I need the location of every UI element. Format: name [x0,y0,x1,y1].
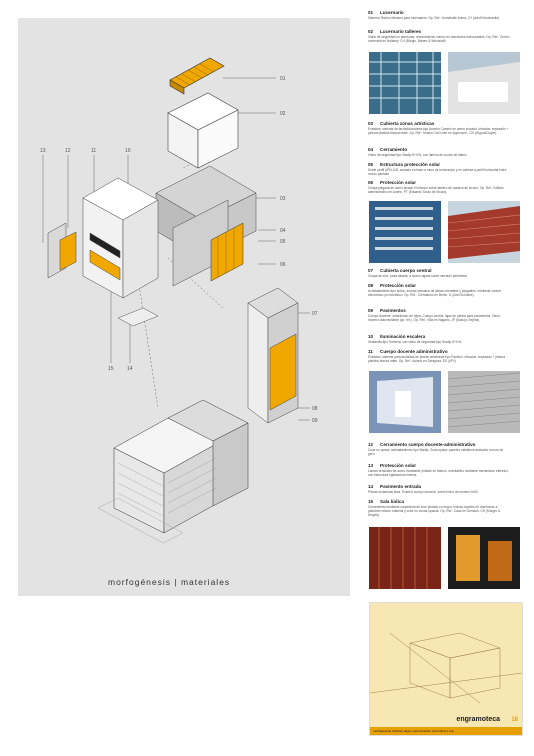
item-title: Iluminación escalera [380,334,426,339]
photo-leisure-room [369,527,441,589]
label-15: 15 [108,366,114,372]
item-description: Doble perfil UPN-100, anclado en base a muro de mineración y en cabeza a perfil horizontal entre muros pantalla [368,168,507,176]
item-title: Lucernario [380,10,404,15]
cover-sketch [370,603,522,713]
label-11: 11 [91,148,97,154]
photo-entrance-night [448,527,520,589]
cover-footer-bar [370,727,522,735]
item-title: Cuerpo docente administrativo [380,349,448,354]
item-number: 03 [368,121,374,126]
photo-ceramic-facade [448,371,520,433]
magazine-brand: engramoteca [456,716,500,723]
item-description: Chapa plegada de acero lacado en blanco sobre tablero de madera de iscone. Op. Ref.: Edificio administrativo en Auenn, PT (Eduardo Souto de Moura) [368,186,504,194]
item-number: 11 [368,349,373,354]
label-08: 08 [312,406,318,412]
label-14: 14 [127,366,133,372]
item-description: Chapa de zinc, junta alzada, a cuarro aguas sobre cerratón perimetral. [368,274,468,278]
item-description: Zona no opaca: acristalamiento tipo Stadip. Zona opaca: paneles metálicos anclados a muro de gero. [368,448,504,456]
item-title: Cerramiento [380,147,408,152]
label-09: 09 [312,418,318,424]
teaching-body-element [48,178,158,298]
assembled-building [98,400,248,543]
item-title: Pavimentos [380,308,406,313]
item-number: 10 [368,334,374,339]
item-number: 14 [368,484,374,489]
label-02: 02 [280,111,286,117]
item-description: Cerramiento mediante carpintería de tove pintado en negro, incluso tapetes en machones a planches mismo material y color en zonas opacas. Op. Ref.: Casa en Gemach, CH (Morger & Degelo) [368,505,501,517]
label-12: 12 [65,148,71,154]
photo-skylight [369,52,441,114]
item-description: Cuerpo docente, entarimado de haya. Cuerpo central, lajas de piedra para pavimentos. Otros: mortero autonivelante (op. ref.). Op. Ref.: Villa en Nagano, JP (Kazuyo Sejima) [368,314,501,322]
central-body-element [248,288,298,423]
item-number: 01 [368,10,374,15]
item-number: 08 [368,283,374,288]
label-04: 04 [280,228,286,234]
label-10: 10 [125,148,131,154]
item-number: 02 [368,29,374,34]
item-description: Sistema Techno Mesano para lucernarios. Op. Ref.: Kunsthalle Arena, CY (Adolf Krischanitz) [368,16,499,20]
item-description: Vidrio de seguridad en aberturas, recubrimiento cónico en machones estructurales. Op. Ref.: Centro comercial en Nullarey, CH (Bürgin, Nissen & Wentzlaff) [368,35,510,43]
item-number: 15 [368,499,374,504]
item-description: Acristalamiento tipo Isolux, incluye persiana de lamas orientable y plegables, mediante control electrónico y/o domótico. Op. Ref.: Crematorio en Berlín, D (Axel Schultes) [368,289,501,297]
item-number: 13 [368,463,374,468]
label-07: 07 [312,311,318,317]
item-title: Protección solar [380,283,416,288]
item-title: Protección solar [380,180,416,185]
magazine-cover [369,602,523,736]
exploded-axonometric-panel [18,18,350,596]
item-number: 09 [368,308,374,313]
label-01: 01 [280,76,286,82]
item-title: Lucernario talleres [380,29,422,34]
label-03: 03 [280,196,286,202]
item-description: Extrados: sistema para fachadas de piezas cerámicas tipo Faveton. Intrados: enyesado + pintura plástica blanca mate. Op. Ref.: Aulario en Zaragoza, ES (4FV) [368,355,506,363]
item-number: 07 [368,268,374,273]
issue-number: 18 [511,717,518,723]
item-title: Cerramiento cuerpo docente-administrativo [380,442,476,447]
item-title: Protección solar [380,463,416,468]
item-title: Estructura protección solar [380,162,440,167]
item-description: Vidrio de seguridad tipo Stadip 6+4+6, con lámina de ccolos de titanio [368,153,467,157]
item-title: Sala lúdica [380,499,405,504]
item-description: Lamas verticales de acero inoxidable pintado en blanco, orientables mediante mecanismo eléctrico, con estructura rigidizadora interna. [368,469,509,477]
item-number: 12 [368,442,374,447]
item-description: Extrados: sistema de fachada/cubierta tipo Ancelor Camelo en acero zincado. Intrados: enyesado + pintura plástica blanca mate. Op. Ref.: Museo Carl Liner en Appenzell - CH (Gigon&Guyer) [368,127,509,135]
item-title: Pavimento entrada [380,484,422,489]
item-number: 05 [368,162,374,167]
item-number: 06 [368,180,374,185]
item-description: Ventanilla tipo Techmal, con vidrio de seguridad tipo Stadip 6+4+6. [368,340,463,344]
workshop-box-element [168,93,238,168]
photo-solar-protection-1 [369,201,441,263]
item-title: Cubierta cuerpo central [380,268,432,273]
item-description: Piezas cerámicas lisas. Exteriór cuerpo docente, sobre lecho de mortero M40. [368,490,479,494]
skylight-element [170,58,224,94]
panel-caption: morfogénesis | materiales [108,577,231,587]
photo-teaching-interior [369,371,441,433]
label-13: 13 [40,148,46,154]
item-number: 04 [368,147,374,152]
photo-solar-protection-2 [448,201,520,263]
cover-footer-text: morfogénesis cultural | aliyel | aproximación a la cultura | arq [373,729,454,733]
item-title: Cubierta zonas artísticas [380,121,435,126]
label-05: 05 [280,239,286,245]
label-06: 06 [280,262,286,268]
entrance-pavement-element [118,308,158,326]
photo-workshop [448,52,520,114]
exploded-axonometric-diagram [18,18,350,596]
